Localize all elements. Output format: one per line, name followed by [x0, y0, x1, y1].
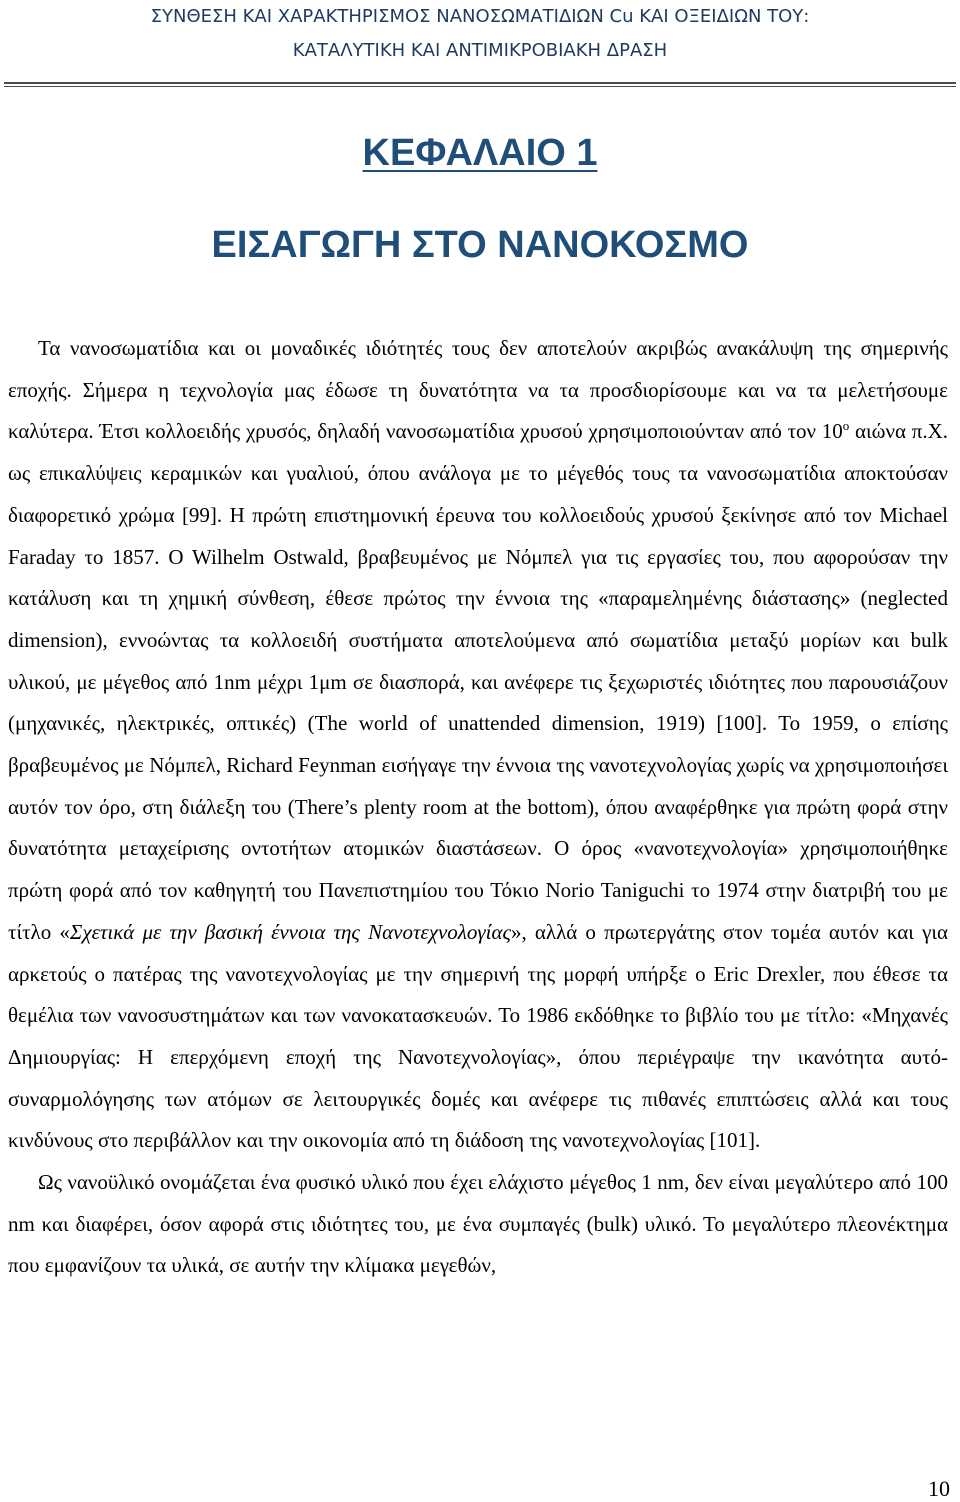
chapter-number: ΚΕΦΑΛΑΙΟ 1: [362, 132, 598, 174]
superscript-ordinal: ο: [842, 418, 850, 434]
running-header-line-2: ΚΑΤΑΛΥΤΙΚΗ ΚΑΙ ΑΝΤΙΜΙΚΡΟΒΙΑΚΗ ΔΡΑΣΗ: [292, 40, 668, 61]
header-rule: [4, 82, 956, 84]
running-header-line-1: ΣΥΝΘΕΣΗ ΚΑΙ ΧΑΡΑΚΤΗΡΙΣΜΟΣ ΝΑΝΟΣΩΜΑΤΙΔΙΩΝ Cu ΚΑΙ ΟΞΕΙΔΙΩΝ ΤΟΥ:: [150, 6, 810, 27]
paragraph-1-part-2: αιώνα π.Χ. ως επικαλύψεις κεραμικών και γυαλιού, όπου ανάλογα με το μέγεθός τους τα νανοσωματίδια αποκτούσαν διαφορετικό χρώμα [99]. Η πρώτη επιστημονική έρευνα του κολλοειδούς χρυσού ξεκίνησε από τον Michael Faraday το 1857. O Wilhelm Ostwald, βραβευμένος με Νόμπελ για τις εργασίες του, που αφορούσαν την κατάλυση και τη χημική σύνθεση, έθεσε πρώτος την έννοια της «παραμελημένης διάστασης» (neglected dimension), εννοώντας τα κολλοειδή συστήματα αποτελούμενα από σωματίδια μεταξύ μορίων και bulk υλικού, με μέγεθος από 1nm μέχρι 1μm σε διασπορά, και ανέφερε τις ξεχωριστές ιδιότητες που παρουσιάζουν (μηχανικές, ηλεκτρικές, οπτικές) (The world of unattended dimension, 1919) [100]. Το 1959, ο επίσης βραβευμένος με Νόμπελ, Richard Feynman εισήγαγε την έννοια της νανοτεχνολογίας χωρίς να χρησιμοποιήσει αυτόν τον όρο, στη διάλεξη του (There’s plenty room at the bottom), όπου αναφέρθηκε για πρώτη φορά στην δυνατότητα μεταχείρισης οντοτήτων ατομικών διαστάσεων. Ο όρος «νανοτεχνολογία» χρησιμοποιήθηκε πρώτη φορά από τον καθηγητή του Πανεπιστημίου του Τόκιο Norio Taniguchi το 1974 στην διατριβή του με τίτλο «: [8, 419, 948, 944]
body-text: [8, 328, 948, 1287]
header-rule-thin: [4, 86, 956, 87]
chapter-title: ΕΙΣΑΓΩΓΗ ΣΤΟ ΝΑΝΟΚΟΣΜΟ: [211, 224, 749, 266]
page-number: 10: [928, 1476, 950, 1501]
italic-thesis-title: Σχετικά με την βασική έννοια της Νανοτεχνολογίας: [69, 919, 512, 944]
paragraph-1-part-1: Τα νανοσωματίδια και οι μοναδικές ιδιότητές τους δεν αποτελούν ακριβώς ανακάλυψη της σημερινής εποχής. Σήμερα η τεχνολογία μας έδωσε τη δυνατότητα να τα προσδιορίσουμε και να τα μελετήσουμε καλύτερα. Έτσι κολλοειδής χρυσός, δηλαδή νανοσωματίδια χρυσού χρησιμοποιούνταν από τον 10: [8, 336, 948, 444]
running-header: [0, 0, 960, 68]
paragraph-1-part-3: », αλλά ο πρωτεργάτης στον τομέα αυτόν και για αρκετούς ο πατέρας της νανοτεχνολογίας με την σημερινή της μορφή υπήρξε ο Eric Drexler, που έθεσε τα θεμέλια των νανοσυστημάτων και των νανοκατασκευών. Το 1986 εκδόθηκε το βιβλίο του με τίτλο: «Μηχανές Δημιουργίας: Η επερχόμενη εποχή της Νανοτεχνολογίας», όπου περιέγραψε την ικανότητα αυτό-συναρμολόγησης των ατόμων σε λειτουργικές δομές και ανέφερε τις πιθανές επιπτώσεις αλλά και τους κινδύνους στο περιβάλλον και την οικονομία από τη διάδοση της νανοτεχνολογίας [101].: [8, 919, 948, 1153]
paragraph-1: [8, 328, 948, 1162]
paragraph-2: Ως νανοϋλικό ονομάζεται ένα φυσικό υλικό που έχει ελάχιστο μέγεθος 1 nm, δεν είναι μεγαλύτερο από 100 nm και διαφέρει, όσον αφορά στις ιδιότητες του, με ένα συμπαγές (bulk) υλικό. Το μεγαλύτερο πλεονέκτημα που εμφανίζουν τα υλικά, σε αυτήν την κλίμακα μεγεθών,: [8, 1170, 948, 1278]
